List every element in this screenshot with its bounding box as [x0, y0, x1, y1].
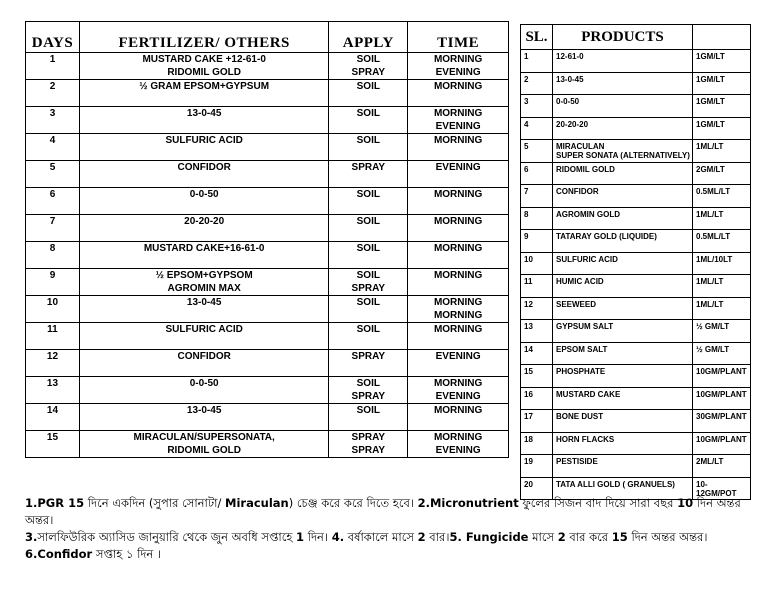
fertilizer-cell [79, 174, 328, 188]
note-4-text2: বার। [425, 530, 450, 544]
product-dose: ½ GM/LT [693, 342, 751, 365]
product-name: HORN FLACKS [553, 432, 693, 455]
product-sl: 14 [521, 342, 553, 365]
day-number: 11 [26, 323, 80, 350]
schedule-row [26, 255, 509, 269]
note-3-text: সালফিউরিক অ্যাসিড জানুয়ারি থেকে জুন অবধি সপ্তাহে [37, 530, 297, 544]
schedule-row [26, 242, 509, 256]
note-line-1 [25, 495, 760, 529]
time-cell: MORNING [408, 188, 509, 202]
product-name: 0-0-50 [553, 95, 693, 118]
note-5-number: 5. [449, 530, 462, 544]
products-table [520, 24, 751, 500]
note-6-text: সপ্তাহ ১ দিন । [92, 547, 162, 561]
apply-cell: SOIL [329, 242, 408, 256]
schedule-row [26, 309, 509, 323]
apply-cell: SOIL [329, 80, 408, 94]
product-sl: 2 [521, 72, 553, 95]
product-sl: 3 [521, 95, 553, 118]
schedule-row [26, 377, 509, 391]
note-5-bold2: 2 [557, 530, 566, 544]
schedule-row [26, 188, 509, 202]
note-line-3 [25, 546, 760, 563]
time-cell: EVENING [408, 120, 509, 134]
header-time: TIME [408, 22, 509, 53]
note-4-text: বর্ষাকালে মাসে [344, 530, 418, 544]
product-row [521, 455, 751, 478]
product-name: PHOSPHATE [553, 365, 693, 388]
note-3-text2: দিন। [304, 530, 332, 544]
fertilizer-cell [79, 390, 328, 404]
product-dose: 1ML/LT [693, 140, 751, 163]
product-name: GYPSUM SALT [553, 320, 693, 343]
day-number: 9 [26, 269, 80, 296]
time-cell: MORNING [408, 107, 509, 121]
time-cell: MORNING [408, 323, 509, 337]
apply-cell: SPRAY [329, 350, 408, 364]
day-number: 3 [26, 107, 80, 134]
time-cell: EVENING [408, 161, 509, 175]
products-header-row [521, 25, 751, 50]
schedule-row [26, 363, 509, 377]
schedule-row [26, 53, 509, 67]
product-sl: 12 [521, 297, 553, 320]
product-dose: 10GM/PLANT [693, 387, 751, 410]
apply-cell: SOIL [329, 377, 408, 391]
time-cell: MORNING [408, 431, 509, 445]
product-dose: 30GM/PLANT [693, 410, 751, 433]
schedule-row [26, 93, 509, 107]
note-5-text3: দিন অন্তর অন্তর। [627, 530, 708, 544]
time-cell: MORNING [408, 377, 509, 391]
time-cell [408, 93, 509, 107]
note-5-bold: Fungicide [461, 530, 529, 544]
schedule-row [26, 120, 509, 134]
product-sl: 7 [521, 185, 553, 208]
time-cell: MORNING [408, 53, 509, 67]
day-number: 1 [26, 53, 80, 80]
note-4-number: 4. [331, 530, 345, 544]
schedule-row [26, 215, 509, 229]
product-dose: 10GM/PLANT [693, 365, 751, 388]
product-sl: 16 [521, 387, 553, 410]
header-products: PRODUCTS [553, 25, 693, 50]
product-name: TATARAY GOLD (LIQUIDE) [553, 230, 693, 253]
apply-cell: SPRAY [329, 390, 408, 404]
fertilizer-cell [79, 147, 328, 161]
product-row [521, 50, 751, 73]
notes-block [25, 495, 760, 563]
product-dose: 0.5ML/LT [693, 230, 751, 253]
product-dose: 10- 12GM/POT [693, 477, 751, 500]
fertilizer-cell: CONFIDOR [79, 161, 328, 175]
fertilizer-cell: AGROMIN MAX [79, 282, 328, 296]
fertilizer-cell: 20-20-20 [79, 215, 328, 229]
time-cell: EVENING [408, 390, 509, 404]
product-sl: 19 [521, 455, 553, 478]
day-number: 4 [26, 134, 80, 161]
fertilizer-cell [79, 336, 328, 350]
apply-cell: SOIL [329, 269, 408, 283]
fertilizer-cell [79, 309, 328, 323]
fertilizer-cell: ½ EPSOM+GYPSOM [79, 269, 328, 283]
apply-cell [329, 363, 408, 377]
time-cell [408, 417, 509, 431]
apply-cell: SPRAY [329, 66, 408, 80]
note-2-text: ফুলের সিজন বাদ দিয়ে সারা বছর [518, 496, 678, 510]
schedule-row [26, 431, 509, 445]
apply-cell [329, 228, 408, 242]
apply-cell: SOIL [329, 134, 408, 148]
header-fertilizer: FERTILIZER/ OTHERS [79, 22, 328, 53]
apply-cell: SOIL [329, 296, 408, 310]
schedule-row [26, 417, 509, 431]
fertilizer-cell [79, 201, 328, 215]
product-name: TATA ALLI GOLD ( GRANUELS) [553, 477, 693, 500]
schedule-row [26, 228, 509, 242]
apply-cell [329, 147, 408, 161]
time-cell: MORNING [408, 242, 509, 256]
apply-cell: SPRAY [329, 444, 408, 458]
product-sl: 15 [521, 365, 553, 388]
product-dose: ½ GM/LT [693, 320, 751, 343]
header-dose [693, 25, 751, 50]
day-number: 2 [26, 80, 80, 107]
time-cell [408, 255, 509, 269]
product-name: AGROMIN GOLD [553, 207, 693, 230]
product-row [521, 432, 751, 455]
product-row [521, 387, 751, 410]
header-sl: SL. [521, 25, 553, 50]
product-dose: 1ML/LT [693, 207, 751, 230]
product-sl: 9 [521, 230, 553, 253]
note-5-bold3: 15 [611, 530, 628, 544]
product-name: 20-20-20 [553, 117, 693, 140]
fertilizer-cell: SULFURIC ACID [79, 134, 328, 148]
product-dose: 2ML/LT [693, 455, 751, 478]
time-cell [408, 282, 509, 296]
product-row [521, 365, 751, 388]
note-1-text: দিনে একদিন (সুপার সোনাটা/ [84, 496, 226, 510]
schedule-row [26, 296, 509, 310]
product-dose: 1GM/LT [693, 117, 751, 140]
note-5-text: মাসে [528, 530, 558, 544]
time-cell: EVENING [408, 350, 509, 364]
product-dose: 1ML/10LT [693, 252, 751, 275]
note-5-text2: বার করে [565, 530, 612, 544]
apply-cell [329, 309, 408, 323]
apply-cell [329, 174, 408, 188]
product-sl: 18 [521, 432, 553, 455]
day-number: 7 [26, 215, 80, 242]
product-name: HUMIC ACID [553, 275, 693, 298]
product-sl: 11 [521, 275, 553, 298]
fertilizer-cell: RIDOMIL GOLD [79, 66, 328, 80]
apply-cell [329, 201, 408, 215]
time-cell: MORNING [408, 215, 509, 229]
apply-cell [329, 120, 408, 134]
header-apply: APPLY [329, 22, 408, 53]
apply-cell: SOIL [329, 107, 408, 121]
fertilizer-cell: 0-0-50 [79, 188, 328, 202]
product-sl: 17 [521, 410, 553, 433]
product-dose: 10GM/PLANT [693, 432, 751, 455]
product-dose: 1GM/LT [693, 72, 751, 95]
product-row [521, 320, 751, 343]
product-name: MIRACULAN SUPER SONATA (ALTERNATIVELY) [553, 140, 693, 163]
day-number: 12 [26, 350, 80, 377]
schedule-row [26, 350, 509, 364]
apply-cell: SPRAY [329, 431, 408, 445]
apply-cell: SPRAY [329, 161, 408, 175]
product-row [521, 275, 751, 298]
note-1-bold: PGR 15 [37, 496, 85, 510]
apply-cell [329, 255, 408, 269]
product-row [521, 342, 751, 365]
product-row [521, 162, 751, 185]
apply-cell: SOIL [329, 188, 408, 202]
schedule-row [26, 323, 509, 337]
product-sl: 5 [521, 140, 553, 163]
product-row [521, 297, 751, 320]
time-cell: EVENING [408, 444, 509, 458]
fertilizer-cell [79, 417, 328, 431]
schedule-table [25, 21, 509, 458]
day-number: 8 [26, 242, 80, 269]
fertilizer-cell: 0-0-50 [79, 377, 328, 391]
time-cell: MORNING [408, 309, 509, 323]
note-2-number: 2. [417, 496, 430, 510]
apply-cell [329, 336, 408, 350]
schedule-body [26, 53, 509, 458]
time-cell [408, 363, 509, 377]
fertilizer-cell: ½ GRAM EPSOM+GYPSUM [79, 80, 328, 94]
product-name: CONFIDOR [553, 185, 693, 208]
note-3-bold: 1 [296, 530, 305, 544]
schedule-row [26, 80, 509, 94]
apply-cell: SPRAY [329, 282, 408, 296]
fertilizer-cell [79, 255, 328, 269]
product-name: SULFURIC ACID [553, 252, 693, 275]
fertilizer-cell: 13-0-45 [79, 296, 328, 310]
time-cell: EVENING [408, 66, 509, 80]
apply-cell: SOIL [329, 215, 408, 229]
apply-cell [329, 93, 408, 107]
product-dose: 0.5ML/LT [693, 185, 751, 208]
product-name: RIDOMIL GOLD [553, 162, 693, 185]
time-cell [408, 336, 509, 350]
product-row [521, 410, 751, 433]
schedule-row [26, 66, 509, 80]
product-dose: 1ML/LT [693, 297, 751, 320]
product-name: BONE DUST [553, 410, 693, 433]
schedule-row [26, 174, 509, 188]
note-2-bold2: 10 [677, 496, 694, 510]
apply-cell: SOIL [329, 404, 408, 418]
product-dose: 1GM/LT [693, 95, 751, 118]
product-row [521, 252, 751, 275]
day-number: 6 [26, 188, 80, 215]
fertilizer-cell: MIRACULAN/SUPERSONATA, [79, 431, 328, 445]
product-sl: 10 [521, 252, 553, 275]
fertilizer-cell: MUSTARD CAKE+16-61-0 [79, 242, 328, 256]
time-cell: MORNING [408, 296, 509, 310]
product-row [521, 140, 751, 163]
time-cell [408, 174, 509, 188]
schedule-row [26, 147, 509, 161]
product-row [521, 207, 751, 230]
note-6-number: 6. [25, 547, 38, 561]
product-row [521, 72, 751, 95]
schedule-row [26, 336, 509, 350]
product-row [521, 185, 751, 208]
fertilizer-cell: 13-0-45 [79, 107, 328, 121]
fertilizer-cell [79, 120, 328, 134]
time-cell [408, 228, 509, 242]
apply-cell: SOIL [329, 323, 408, 337]
note-4-bold: 2 [417, 530, 426, 544]
product-sl: 1 [521, 50, 553, 73]
day-number: 5 [26, 161, 80, 188]
header-days: DAYS [26, 22, 80, 53]
product-sl: 6 [521, 162, 553, 185]
schedule-row [26, 282, 509, 296]
apply-cell [329, 417, 408, 431]
schedule-row [26, 107, 509, 121]
schedule-row [26, 201, 509, 215]
product-row [521, 230, 751, 253]
note-6-bold: Confidor [37, 547, 93, 561]
note-1-bold2: Miraculan [225, 496, 289, 510]
note-3-number: 3. [25, 530, 38, 544]
time-cell: MORNING [408, 404, 509, 418]
product-sl: 8 [521, 207, 553, 230]
fertilizer-cell [79, 93, 328, 107]
note-2-bold: Micronutrient [429, 496, 519, 510]
day-number: 10 [26, 296, 80, 323]
schedule-row [26, 390, 509, 404]
schedule-row [26, 269, 509, 283]
product-dose: 1ML/LT [693, 275, 751, 298]
note-line-2 [25, 529, 760, 546]
day-number: 15 [26, 431, 80, 458]
time-cell [408, 147, 509, 161]
schedule-row [26, 161, 509, 175]
product-name: PESTISIDE [553, 455, 693, 478]
time-cell: MORNING [408, 80, 509, 94]
time-cell: MORNING [408, 134, 509, 148]
note-2-text2: দিন অন্তর অন্তর। [25, 496, 741, 527]
product-name: 12-61-0 [553, 50, 693, 73]
time-cell [408, 201, 509, 215]
note-1-number: 1. [25, 496, 38, 510]
product-row [521, 95, 751, 118]
schedule-row [26, 134, 509, 148]
product-name: 13-0-45 [553, 72, 693, 95]
product-row [521, 117, 751, 140]
fertilizer-cell: SULFURIC ACID [79, 323, 328, 337]
product-sl: 4 [521, 117, 553, 140]
products-body [521, 50, 751, 500]
product-dose: 2GM/LT [693, 162, 751, 185]
fertilizer-cell: 13-0-45 [79, 404, 328, 418]
day-number: 14 [26, 404, 80, 431]
schedule-row [26, 444, 509, 458]
product-name: MUSTARD CAKE [553, 387, 693, 410]
fertilizer-cell: RIDOMIL GOLD [79, 444, 328, 458]
schedule-header-row [26, 22, 509, 53]
fertilizer-cell [79, 363, 328, 377]
fertilizer-cell [79, 228, 328, 242]
schedule-row [26, 404, 509, 418]
fertilizer-cell: CONFIDOR [79, 350, 328, 364]
fertilizer-cell: MUSTARD CAKE +12-61-0 [79, 53, 328, 67]
product-name: SEEWEED [553, 297, 693, 320]
apply-cell: SOIL [329, 53, 408, 67]
time-cell: MORNING [408, 269, 509, 283]
product-name: EPSOM SALT [553, 342, 693, 365]
product-dose: 1GM/LT [693, 50, 751, 73]
product-sl: 20 [521, 477, 553, 500]
day-number: 13 [26, 377, 80, 404]
note-1-text2: ) চেঞ্জ করে করে দিতে হবে। [288, 496, 418, 510]
product-sl: 13 [521, 320, 553, 343]
